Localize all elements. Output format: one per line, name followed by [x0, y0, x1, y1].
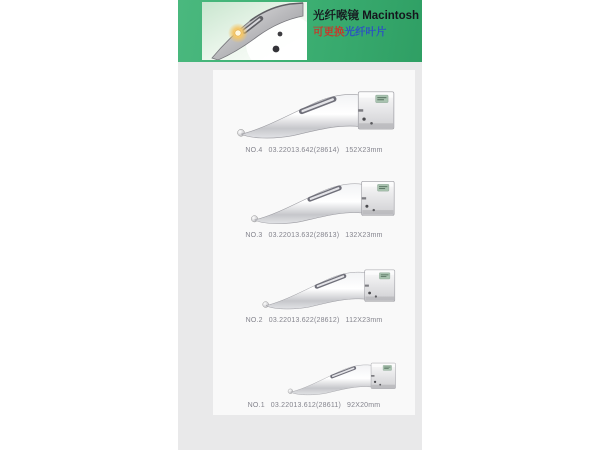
macintosh-blade-icon	[285, 359, 399, 399]
product-row-no3	[213, 159, 415, 244]
page-subtitle	[313, 26, 419, 39]
macintosh-blade-icon	[259, 265, 399, 314]
laryngoscope-photo	[202, 2, 307, 60]
product-no: NO.3	[245, 232, 263, 239]
product-no: NO.4	[245, 147, 263, 154]
product-caption	[245, 232, 382, 239]
product-caption	[246, 317, 383, 324]
product-row-no2	[213, 244, 415, 329]
product-caption	[248, 402, 381, 409]
product-row-no1	[213, 329, 415, 414]
product-caption	[245, 147, 382, 154]
blade-image-no3	[247, 176, 399, 229]
product-code: 03.22013.632(28613)	[268, 232, 340, 239]
product-code: 03.22013.612(28611)	[270, 402, 342, 409]
subtitle-red-text: 可更换	[313, 26, 345, 38]
header-banner	[178, 0, 422, 62]
product-size: 112X23mm	[345, 317, 383, 324]
blade-image-no2	[259, 265, 399, 314]
product-size: 152X23mm	[345, 147, 383, 154]
product-row-no4	[213, 74, 415, 159]
product-no: NO.2	[245, 317, 263, 324]
product-size: 92X20mm	[347, 402, 381, 409]
product-size: 132X23mm	[345, 232, 383, 239]
macintosh-blade-icon	[247, 176, 399, 229]
product-code: 03.22013.642(28614)	[268, 147, 340, 154]
content-column	[178, 0, 422, 450]
page-title: 光纤喉镜 Macintosh	[313, 10, 420, 22]
blade-image-no4	[233, 86, 399, 144]
header-titles	[313, 9, 419, 39]
product-no: NO.1	[247, 402, 265, 409]
product-code: 03.22013.622(28612)	[268, 317, 340, 324]
macintosh-blade-icon	[233, 86, 399, 144]
blade-image-no1	[285, 359, 399, 399]
subtitle-blue-text: 光纤叶片	[344, 26, 387, 38]
product-panel	[213, 70, 415, 415]
